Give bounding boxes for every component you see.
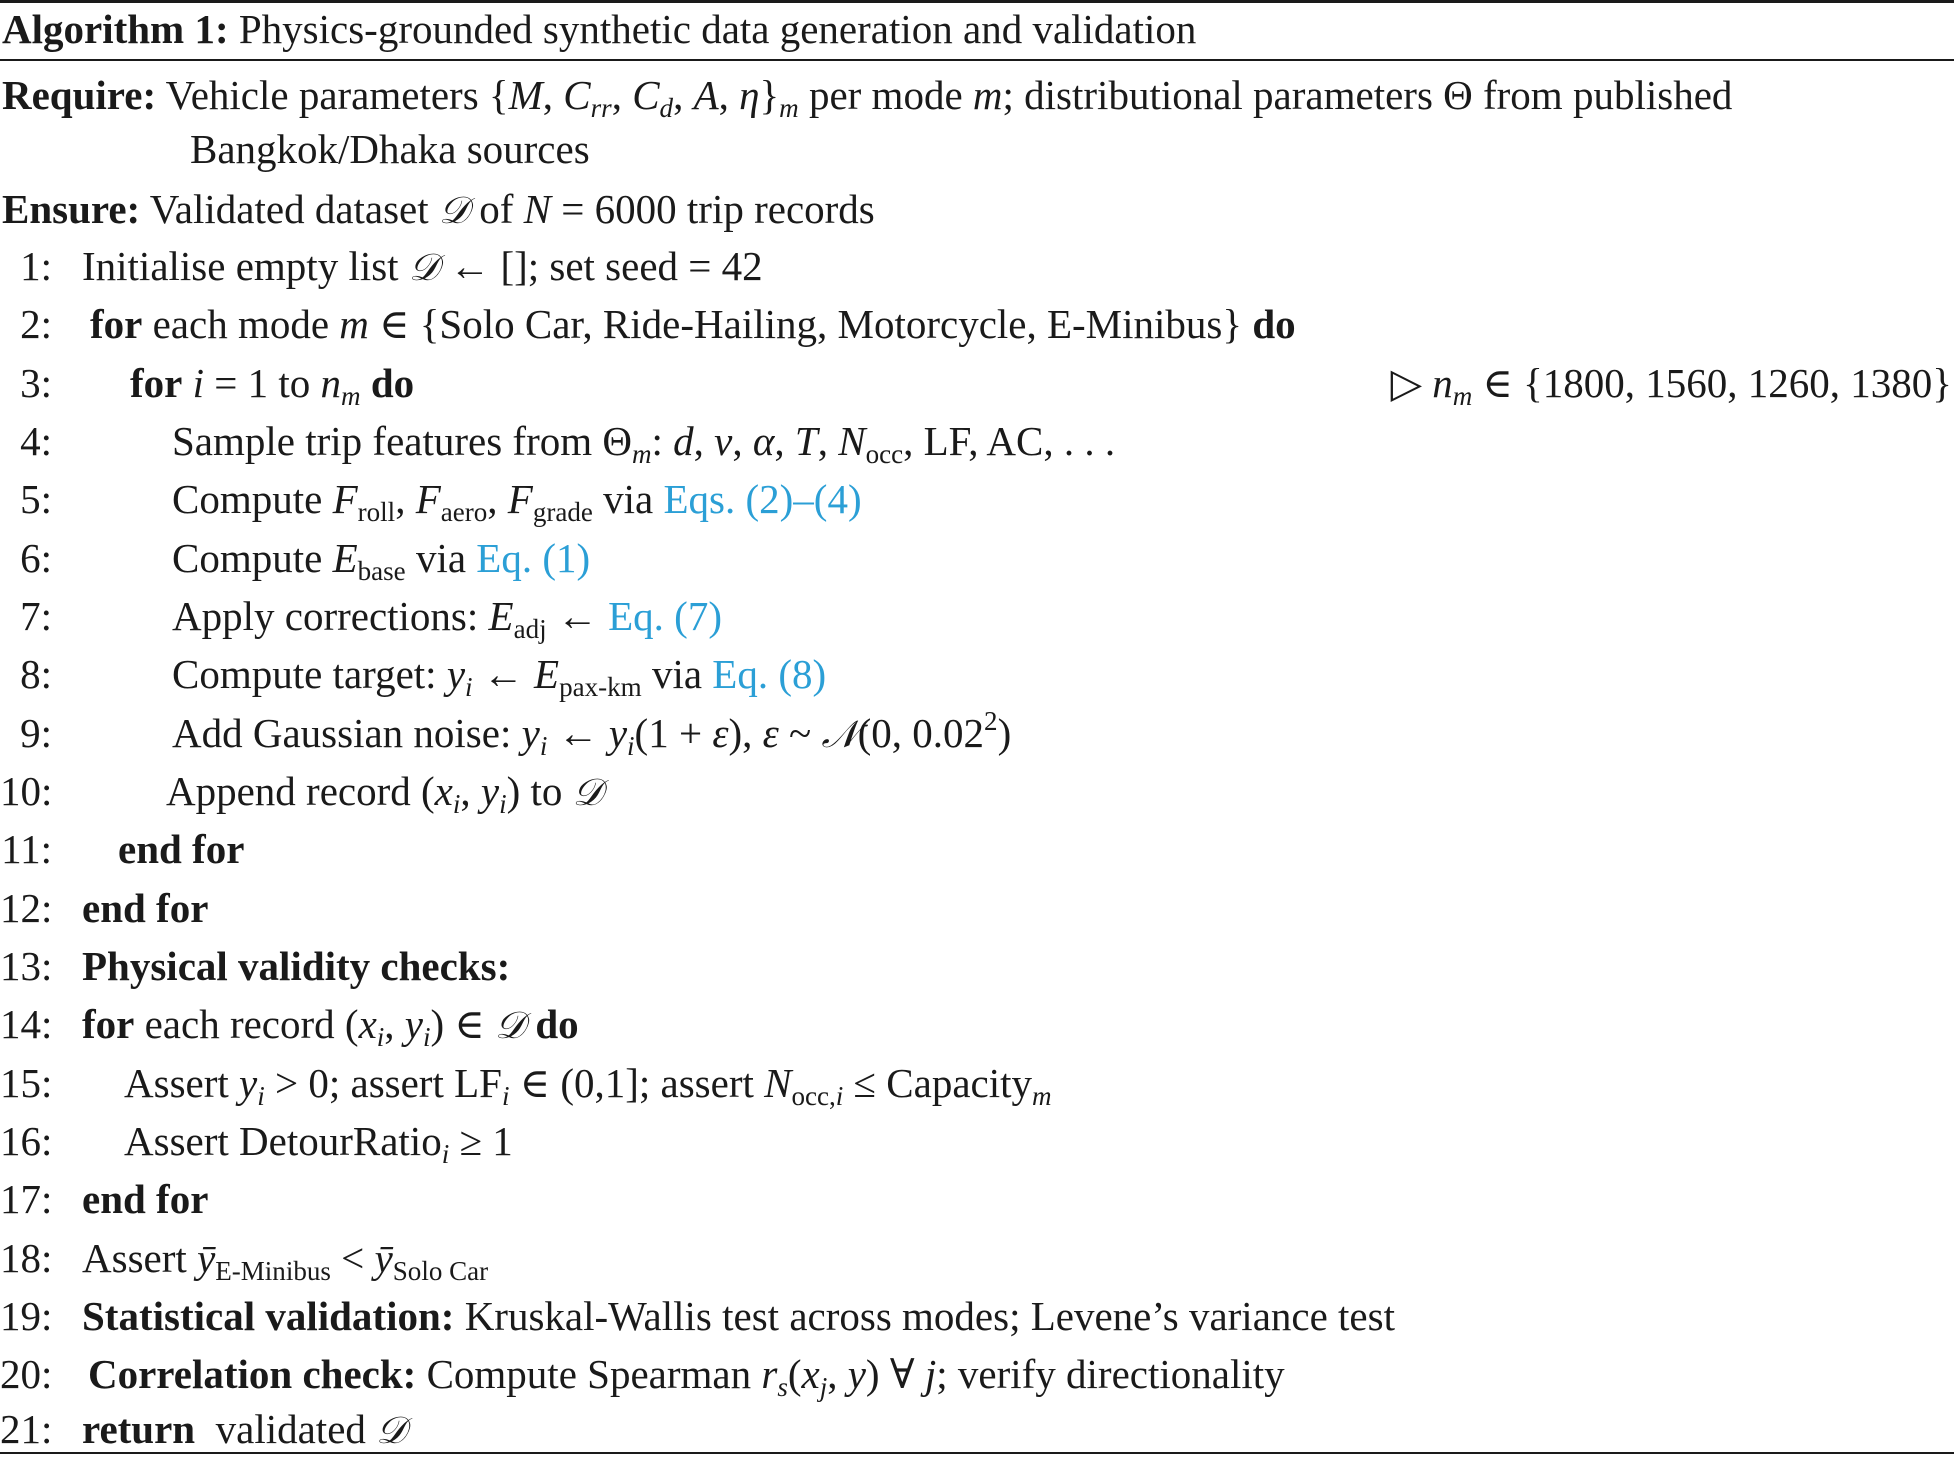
require-text-line2: Bangkok/Dhaka sources xyxy=(190,126,590,172)
step-number: 11: xyxy=(1,826,52,872)
ensure-label: Ensure: xyxy=(2,186,141,232)
step-number: 15: xyxy=(0,1060,53,1106)
require-text-line1: Vehicle parameters {M, $C_{rr}$, $C_d$, A, $\eta\}_m$ per mode m; distributional parameters Θ from published xyxy=(165,72,1733,124)
step-number: 5: xyxy=(20,476,52,522)
step-3-comment: ▷ $n_m$ ∈ {1800, 1560, 1260, 1380} xyxy=(1390,360,1952,412)
eq-2-4-link[interactable]: Eqs. (2)–(4) xyxy=(663,476,862,522)
algorithm-block: Algorithm 1: Physics-grounded synthetic data generation and validation Require: Vehicle parameters {M, $C_{rr}$, $C_d$, A, $\eta\}_m$ per mode m; distributional parameters Θ from published Bangkok/Dhaka sources Ensure: Validated dataset 𝒟 of N = 6000 trip records 1: Initialise empty list 𝒟 ← []; set seed = 42 2: for each mode m ∈ {Solo Car, Ride-Hailing, Motorcycle, E-Minibus} do 3: for i = 1 to $n_m$ do ▷ $n_m$ ∈ {1800, 1560, 1260, 1380} 4: Sample trip features from $\Theta_m$: d, v, α, T, $N_{occ}$, LF, AC, . . . 5: Compute $F_{roll}$, $F_{aero}$, $F_{grade}$ via Eqs. (2)–(4) 6: Compute $E_{base}$ via Eq. (1) 7: Apply corrections: $E_{adj}$ ← Eq. (7) 8: Compute target: $y_i$ ← $E_{pax-km}$ via Eq. (8) 9: Add Gaussian noise: $y_i$ ← $y_i(1 + \varepsilon)$, ε ~ 𝒩(0, 0.02$^2$) 10: Append record ($x_i$, $y_i$) to 𝒟 11: end for 12: end for 13: Physical validity checks: 14: for each record ($x_i$, $y_i$) ∈ 𝒟 do 15: Assert $y_i > 0$; assert $LF_i$ ∈ (0,1]; assert $N_{occ,i}$ ≤ Capacity$_m$ 16: Assert DetourRatio$_i$ ≥ 1 17: end for 18: Assert $ȳ_{E-Minibus}$ < $ȳ_{Solo Car}$ 19: Statistical validation: Kruskal-Wallis test across modes; Levene’s variance test 20: Correlation check: Compute Spearman $r_s(x_j$, y) ∀ j; verify directionality 21: return validated 𝒟 xyxy=(0,0,1954,1455)
bottom-rule xyxy=(0,1452,1954,1454)
step-number: 7: xyxy=(20,593,52,639)
step-number: 9: xyxy=(20,710,52,756)
caption-label: Algorithm 1: xyxy=(2,6,229,52)
eq-8-link[interactable]: Eq. (8) xyxy=(712,651,827,697)
end-for-keyword: end for xyxy=(82,885,209,931)
eq-1-link[interactable]: Eq. (1) xyxy=(476,535,591,581)
step-number: 4: xyxy=(20,418,52,464)
step-number: 6: xyxy=(20,535,52,581)
step-number: 21: xyxy=(0,1406,53,1452)
step-number: 8: xyxy=(20,651,52,697)
step-number: 3: xyxy=(20,360,52,406)
caption-rule xyxy=(0,59,1954,61)
require-label: Require: xyxy=(2,72,157,118)
step-number: 16: xyxy=(0,1118,53,1164)
ensure-text: Validated dataset 𝒟 of N = 6000 trip records xyxy=(149,186,875,232)
step-number: 18: xyxy=(0,1235,53,1281)
caption-text: Physics-grounded synthetic data generation and validation xyxy=(238,6,1197,52)
end-for-keyword: end for xyxy=(82,1176,209,1222)
eq-7-link[interactable]: Eq. (7) xyxy=(608,593,722,639)
physical-checks-heading: Physical validity checks: xyxy=(82,943,511,989)
step-number: 17: xyxy=(0,1176,53,1222)
step-number: 20: xyxy=(0,1351,53,1397)
step-number: 14: xyxy=(0,1001,53,1047)
step-3: 3: for i = 1 to $n_m$ do ▷ $n_m$ ∈ {1800, 1560, 1260, 1380} xyxy=(0,354,1954,412)
step-number: 13: xyxy=(0,943,53,989)
step-number: 12: xyxy=(0,885,53,931)
step-number: 10: xyxy=(0,768,53,814)
step-number: 1: xyxy=(20,243,52,289)
step-number: 19: xyxy=(0,1293,53,1339)
end-for-keyword: end for xyxy=(118,826,245,872)
step-number: 2: xyxy=(20,301,52,347)
